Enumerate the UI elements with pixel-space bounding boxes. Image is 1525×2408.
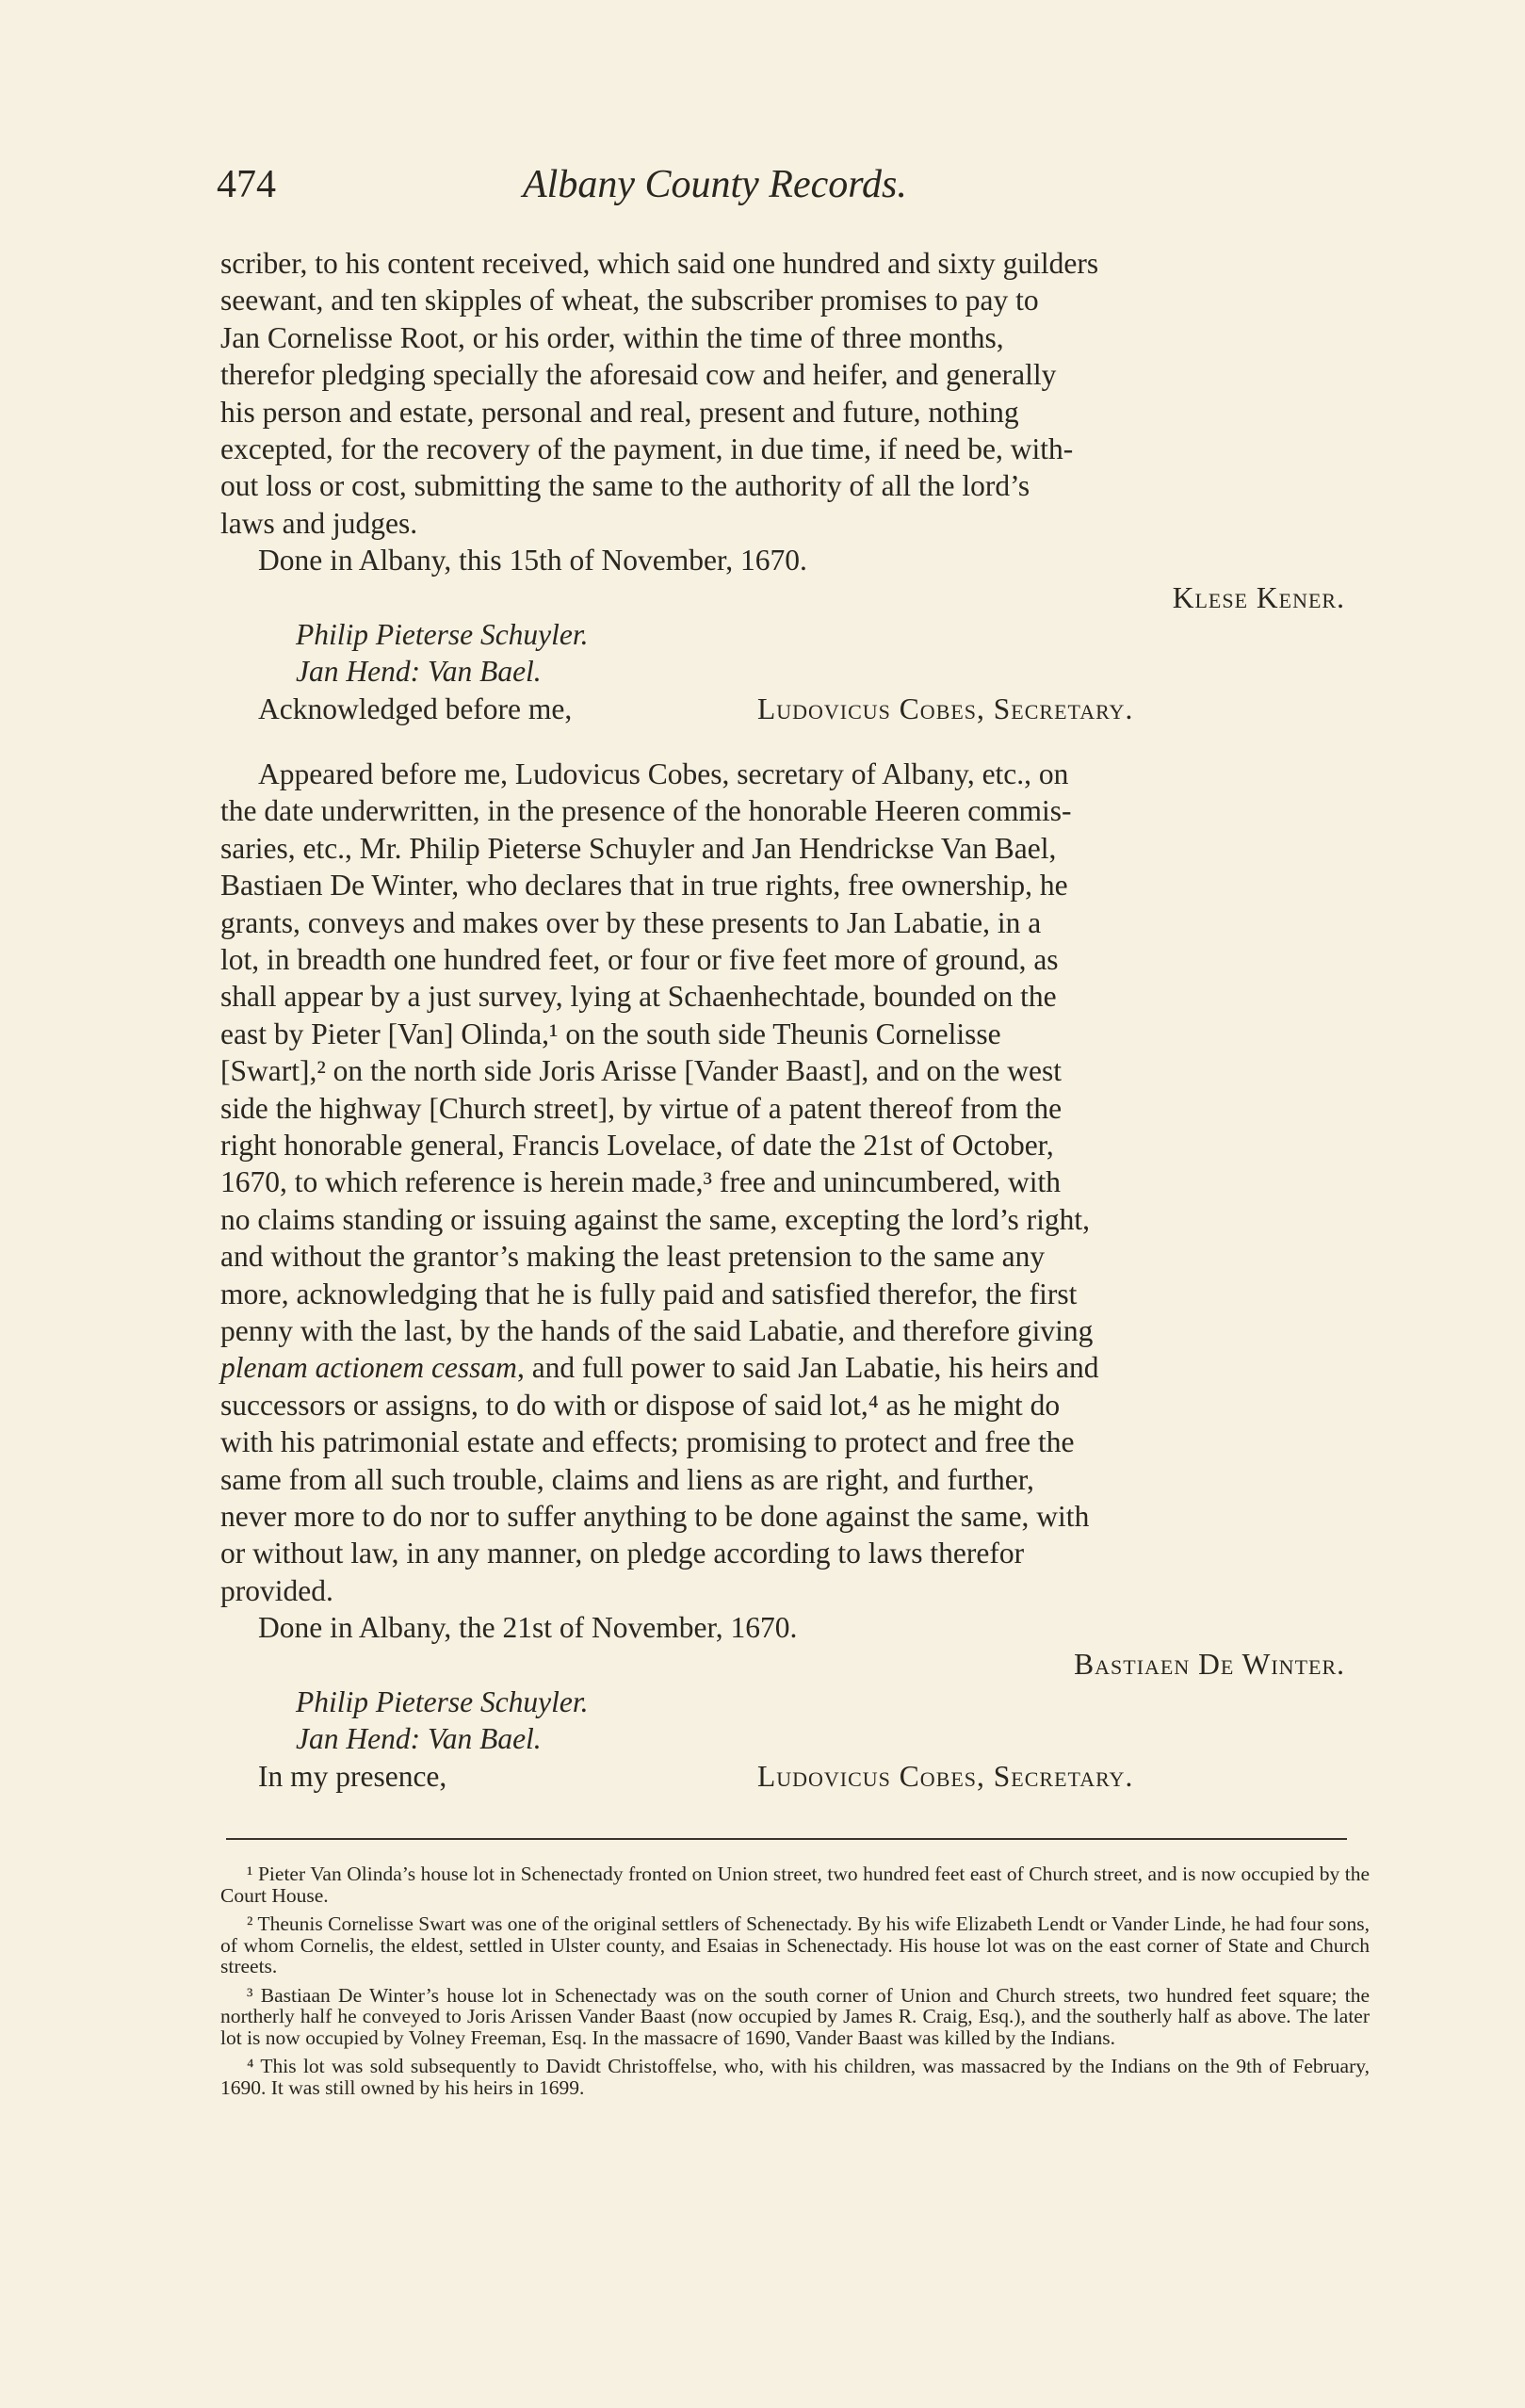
text-line: same from all such trouble, claims and liens as are right, and further, [220,1462,1034,1496]
text-line: seewant, and ten skipples of wheat, the subscriber promises to pay to [220,284,1039,317]
text-line: therefor pledging specially the aforesaid cow and heifer, and generally [220,358,1057,392]
text-line: his person and estate, personal and real, present and future, nothing [220,395,1019,429]
deed-1-text [220,245,1355,542]
deed-1-witness-2: Jan Hend: Van Bael. [296,655,542,689]
text-line: shall appear by a just survey, lying at Schaenhechtade, bounded on the [220,980,1057,1014]
footnote-1: ¹ Pieter Van Olinda’s house lot in Schenectady fronted on Union street, two hundred feet east of Church street, and is now occupied by the Court House. [220,1863,1370,1907]
text-line: lot, in breadth one hundred feet, or four or five feet more of ground, as [220,943,1059,977]
text-line: or without law, in any manner, on pledge according to laws therefor [220,1537,1025,1570]
page-number: 474 [217,163,276,206]
text-line: right honorable general, Francis Lovelace, of date the 21st of October, [220,1128,1054,1162]
main-text [220,245,1355,1795]
running-title: Albany County Records. [523,163,907,206]
ack-signature: Ludovicus Cobes, Secretary. [757,691,1134,725]
deed-1-date-line: Done in Albany, this 15th of November, 1670. [258,544,807,578]
text-line: 1670, to which reference is herein made,³ free and unincumbered, with [220,1165,1061,1199]
text-line: Bastiaen De Winter, who declares that in true rights, free ownership, he [220,869,1068,903]
text-line: Appeared before me, Ludovicus Cobes, secretary of Albany, etc., on [258,757,1069,791]
text-line: the date underwritten, in the presence of the honorable Heeren commis- [220,794,1072,828]
text-line: provided. [220,1573,333,1607]
deed-2-signature-row [220,1646,1355,1683]
deed-1-signature-row [220,579,1355,616]
text-line: successors or assigns, to do with or dispose of said lot,⁴ as he might do [220,1388,1061,1422]
text-line: more, acknowledging that he is fully paid and satisfied therefor, the first [220,1277,1078,1310]
text-line: saries, etc., Mr. Philip Pieterse Schuyler and Jan Hendrickse Van Bael, [220,831,1057,865]
deed-2-presence [220,1758,1355,1795]
presence-signature: Ludovicus Cobes, Secretary. [757,1759,1134,1793]
footnotes [220,1863,1370,2106]
text-line: and without the grantor’s making the least pretension to the same any [220,1240,1046,1274]
deed-1-signature: Klese Kener. [1172,580,1345,614]
text-line: east by Pieter [Van] Olinda,¹ on the south side Theunis Cornelisse [220,1017,1001,1050]
presence-label: In my presence, [258,1759,447,1793]
footnote-2: ² Theunis Cornelisse Swart was one of the original settlers of Schenectady. By his wife Elizabeth Lendt or Vander Linde, he had four sons, of whom Cornelis, the eldest, settled in Ulster county, and Esaias in Schenectady. His house lot was on the east corner of State and Church streets. [220,1912,1370,1977]
text-line: never more to do nor to suffer anything to be done against the same, with [220,1499,1090,1533]
deed-2-witness-1: Philip Pieterse Schuyler. [296,1684,589,1718]
text-line: scriber, to his content received, which said one hundred and sixty guilders [220,247,1099,280]
text-line: [Swart],² on the north side Joris Arisse [Vander Baast], and on the west [220,1054,1063,1088]
footnote-3: ³ Bastiaan De Winter’s house lot in Schenectady was on the south corner of Union and Church streets, two hundred feet square; the northerly half he conveyed to Joris Arissen Vander Baast (now occupied by James R. Craig, Esq.), and the southerly half as above. The later lot is now occupied by Volney Freeman, Esq. In the massacre of 1690, Vander Baast was killed by the Indians. [220,1983,1370,2049]
text-line: penny with the last, by the hands of the said Labatie, and therefore giving [220,1313,1094,1347]
section-gap [220,727,1355,756]
text-line: with his patrimonial estate and effects; promising to protect and free the [220,1425,1075,1459]
text-line: Jan Cornelisse Root, or his order, within the time of three months, [220,320,1004,354]
deed-2-date-line: Done in Albany, the 21st of November, 1670. [258,1611,798,1645]
deed-2-text [220,756,1355,1609]
deed-2-witness-2: Jan Hend: Van Bael. [296,1722,542,1756]
deed-1-witness-1: Philip Pieterse Schuyler. [296,617,589,651]
deed-2-signature: Bastiaen De Winter. [1074,1648,1345,1682]
text-line: plenam actionem cessam, and full power to said Jan Labatie, his heirs and [220,1351,1099,1385]
deed-1-acknowledgement [220,691,1355,727]
text-line: excepted, for the recovery of the payment, in due time, if need be, with- [220,431,1074,465]
page-header [217,162,1036,209]
text-line: laws and judges. [220,506,418,540]
text-line: out loss or cost, submitting the same to the authority of all the lord’s [220,469,1030,503]
text-line: side the highway [Church street], by virtue of a patent thereof from the [220,1091,1063,1125]
text-line: grants, conveys and makes over by these presents to Jan Labatie, in a [220,905,1042,939]
ack-label: Acknowledged before me, [258,691,573,725]
footnote-rule [226,1838,1347,1840]
text-line: no claims standing or issuing against the same, excepting the lord’s right, [220,1202,1090,1236]
footnote-4: ⁴ This lot was sold subsequently to Davidt Christoffelse, who, with his children, was massacred by the Indians on the 9th of February, 1690. It was still owned by his heirs in 1699. [220,2055,1370,2099]
